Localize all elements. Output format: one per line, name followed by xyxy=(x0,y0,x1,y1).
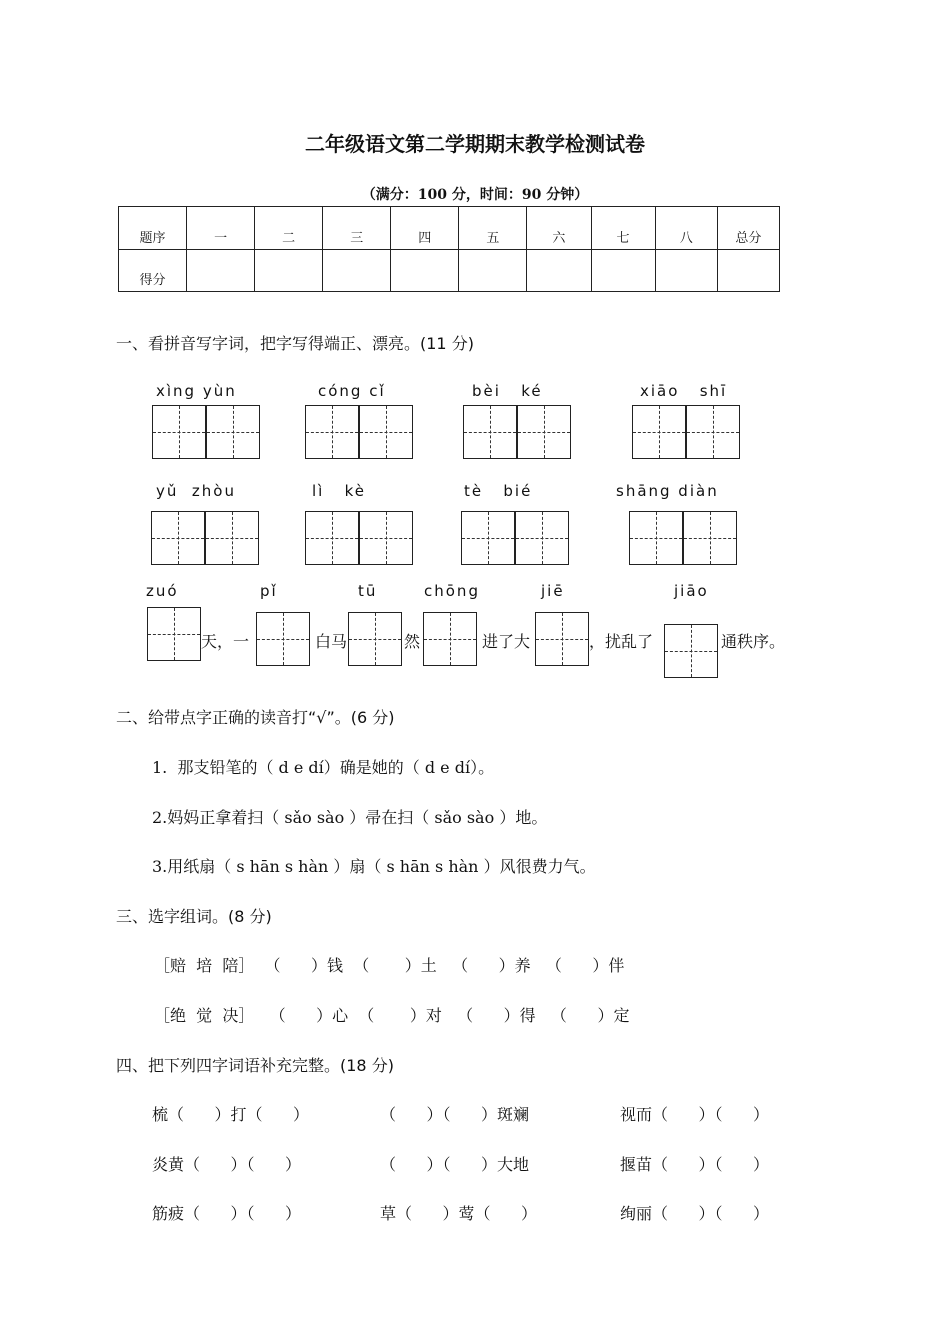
section1-heading: 一、看拼音写字词，把字写得端正、漂亮。(11 分) xyxy=(116,334,474,353)
idiom-item: 揠苗（ ）（ ） xyxy=(620,1155,770,1174)
question-item: 2.妈妈正拿着扫（ sǎo sào ）帚在扫（ sǎo sào ）地。 xyxy=(152,808,548,827)
sentence-fragment: 通秩序。 xyxy=(721,632,786,651)
score-cell[interactable] xyxy=(459,250,527,292)
section2-heading: 二、给带点字正确的读音打“√”。(6 分) xyxy=(116,708,395,727)
tian-grid-box[interactable] xyxy=(629,511,683,565)
pinyin-label: lì kè xyxy=(312,482,367,500)
pinyin-label: jiē xyxy=(541,582,565,600)
score-header-cell: 六 xyxy=(527,207,591,250)
score-header-cell: 二 xyxy=(255,207,323,250)
tian-grid-box[interactable] xyxy=(305,405,359,459)
pinyin-label: pǐ xyxy=(260,582,278,600)
score-cell[interactable] xyxy=(323,250,391,292)
sentence-fragment: 天，一 xyxy=(201,632,250,651)
page-subtitle: （满分：100 分，时间：90 分钟） xyxy=(361,187,589,203)
idiom-item: 绚丽（ ）（ ） xyxy=(620,1204,770,1223)
question-item: 3.用纸扇（ s hān s hàn ）扇（ s hān s hàn ）风很费力气。 xyxy=(152,857,596,876)
tian-grid-box[interactable] xyxy=(632,405,686,459)
pinyin-label: jiāo xyxy=(674,582,709,600)
score-table-header-row xyxy=(119,207,780,250)
idiom-item: 视而（ ）（ ） xyxy=(620,1105,770,1124)
sentence-fragment: ，扰乱了 xyxy=(589,632,654,651)
word-choice-row: ［赔 培 陪］ （ ）钱 （ ）土 （ ）养 （ ）伴 xyxy=(154,956,625,975)
tian-grid-box[interactable] xyxy=(152,405,206,459)
score-cell[interactable] xyxy=(591,250,655,292)
tian-grid-box[interactable] xyxy=(664,624,718,678)
tian-grid-box[interactable] xyxy=(686,405,740,459)
tian-grid-box[interactable] xyxy=(683,511,737,565)
pinyin-label: bèi ké xyxy=(472,382,543,400)
tian-grid-box[interactable] xyxy=(359,511,413,565)
sentence-fragment: 进了大 xyxy=(482,632,531,651)
tian-grid-box[interactable] xyxy=(535,612,589,666)
score-header-cell: 总分 xyxy=(717,207,779,250)
pinyin-label: shāng diàn xyxy=(616,482,719,500)
score-header-cell: 四 xyxy=(391,207,459,250)
idiom-item: 筋疲（ ）（ ） xyxy=(152,1204,302,1223)
score-cell[interactable] xyxy=(187,250,255,292)
score-cell[interactable] xyxy=(391,250,459,292)
section4-heading: 四、把下列四字词语补充完整。(18 分) xyxy=(116,1056,394,1075)
tian-grid-box[interactable] xyxy=(256,612,310,666)
tian-grid-box[interactable] xyxy=(515,511,569,565)
idiom-item: 草（ ）莺（ ） xyxy=(380,1204,538,1223)
tian-grid-box[interactable] xyxy=(517,405,571,459)
score-table-score-row xyxy=(119,250,780,292)
tian-grid-box[interactable] xyxy=(348,612,402,666)
tian-grid-box[interactable] xyxy=(423,612,477,666)
score-header-cell: 题序 xyxy=(119,207,187,250)
pinyin-label: cóng cǐ xyxy=(318,382,386,400)
score-cell[interactable] xyxy=(527,250,591,292)
idiom-item: 梳（ ）打（ ） xyxy=(152,1105,310,1124)
tian-grid-box[interactable] xyxy=(206,405,260,459)
pinyin-label: tè bié xyxy=(464,482,533,500)
pinyin-label: xìng yùn xyxy=(156,382,237,400)
section3-heading: 三、选字组词。(8 分) xyxy=(116,907,272,926)
word-choice-row: ［绝 觉 决］ （ ）心 （ ）对 （ ）得 （ ）定 xyxy=(154,1006,630,1025)
tian-grid-box[interactable] xyxy=(147,607,201,661)
sentence-fragment: 然 xyxy=(404,632,421,651)
pinyin-label: chōng xyxy=(424,582,480,600)
score-header-cell: 五 xyxy=(459,207,527,250)
tian-grid-box[interactable] xyxy=(463,405,517,459)
sentence-fragment: 白马 xyxy=(315,632,348,651)
page-title: 二年级语文第二学期期末教学检测试卷 xyxy=(305,132,645,156)
score-header-cell: 八 xyxy=(655,207,717,250)
score-header-cell: 七 xyxy=(591,207,655,250)
score-cell[interactable] xyxy=(717,250,779,292)
idiom-item: （ ）（ ）大地 xyxy=(380,1155,530,1174)
tian-grid-box[interactable] xyxy=(305,511,359,565)
tian-grid-box[interactable] xyxy=(205,511,259,565)
idiom-item: （ ）（ ）斑斓 xyxy=(380,1105,530,1124)
idiom-item: 炎黄（ ）（ ） xyxy=(152,1155,302,1174)
score-table xyxy=(118,206,780,292)
score-header-cell: 一 xyxy=(187,207,255,250)
score-header-cell: 三 xyxy=(323,207,391,250)
score-row-label: 得分 xyxy=(119,250,187,292)
tian-grid-box[interactable] xyxy=(151,511,205,565)
tian-grid-box[interactable] xyxy=(359,405,413,459)
question-item: 1. 那支铅笔的（ d e dí）确是她的（ d e dí）。 xyxy=(152,758,495,777)
score-cell[interactable] xyxy=(655,250,717,292)
tian-grid-box[interactable] xyxy=(461,511,515,565)
pinyin-label: zuó xyxy=(146,582,179,600)
pinyin-label: tū xyxy=(358,582,378,600)
pinyin-label: xiāo shī xyxy=(640,382,728,400)
pinyin-label: yǔ zhòu xyxy=(156,482,236,500)
score-cell[interactable] xyxy=(255,250,323,292)
